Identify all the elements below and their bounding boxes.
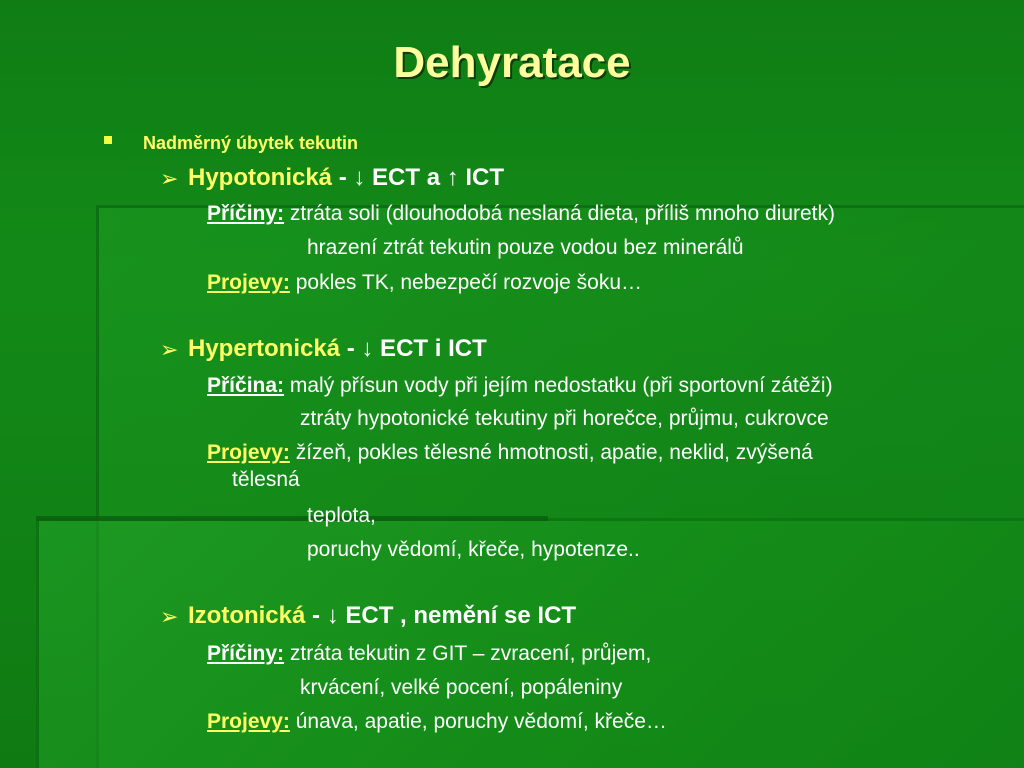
symptoms-text: žízeň, pokles tělesné hmotnosti, apatie, neklid, zvýšená bbox=[289, 441, 813, 464]
symptoms-label: Projevy: bbox=[207, 271, 290, 294]
symptoms-label: Projevy: bbox=[207, 710, 290, 733]
section-rest: - ↓ ECT , nemění se ICT bbox=[305, 602, 577, 629]
section-heading-isotonic bbox=[188, 603, 576, 629]
section-kind: Hypertonická bbox=[188, 335, 341, 362]
symptoms-continuation: teplota, bbox=[307, 504, 376, 527]
section-rest: - ↓ ECT i ICT bbox=[340, 335, 487, 362]
square-bullet-icon bbox=[104, 136, 112, 144]
background-divider bbox=[36, 516, 548, 521]
slide-title: Dehyratace bbox=[393, 38, 631, 87]
arrow-bullet-icon: ➢ bbox=[160, 337, 179, 362]
symptoms-continuation: tělesná bbox=[232, 468, 300, 491]
arrow-bullet-icon: ➢ bbox=[160, 604, 179, 629]
symptoms-continuation: poruchy vědomí, křeče, hypotenze.. bbox=[307, 538, 640, 561]
cause-text: malý přísun vody při jejím nedostatku (při sportovní zátěži) bbox=[284, 374, 833, 397]
cause-continuation: ztráty hypotonické tekutiny při horečce, průjmu, cukrovce bbox=[300, 407, 829, 430]
section-kind: Hypotonická bbox=[188, 164, 333, 191]
cause-text: ztráta soli (dlouhodobá neslaná dieta, příliš mnoho diuretk) bbox=[284, 202, 836, 225]
cause-label: Příčiny: bbox=[207, 642, 285, 665]
symptoms-line bbox=[207, 440, 813, 466]
section-rest: - ↓ ECT a ↑ ICT bbox=[332, 164, 505, 191]
cause-continuation: krvácení, velké pocení, popáleniny bbox=[300, 676, 623, 699]
cause-line bbox=[207, 373, 833, 399]
cause-line bbox=[207, 201, 835, 227]
section-heading-hypertonic bbox=[188, 336, 487, 362]
cause-label: Příčina: bbox=[207, 374, 285, 397]
symptoms-text: únava, apatie, poruchy vědomí, křeče… bbox=[289, 710, 667, 733]
symptoms-label: Projevy: bbox=[207, 441, 290, 464]
symptoms-text: pokles TK, nebezpečí rozvoje šoku… bbox=[289, 271, 643, 294]
cause-line bbox=[207, 641, 651, 667]
cause-label: Příčiny: bbox=[207, 202, 285, 225]
cause-continuation: hrazení ztrát tekutin pouze vodou bez minerálů bbox=[307, 236, 744, 259]
cause-text: ztráta tekutin z GIT – zvracení, průjem, bbox=[284, 642, 652, 665]
arrow-bullet-icon: ➢ bbox=[160, 166, 179, 191]
section-kind: Izotonická bbox=[188, 602, 306, 629]
symptoms-line bbox=[207, 270, 642, 296]
main-bullet-text: Nadměrný úbytek tekutin bbox=[143, 133, 359, 153]
symptoms-line bbox=[207, 709, 667, 735]
section-heading-hypotonic bbox=[188, 165, 504, 191]
